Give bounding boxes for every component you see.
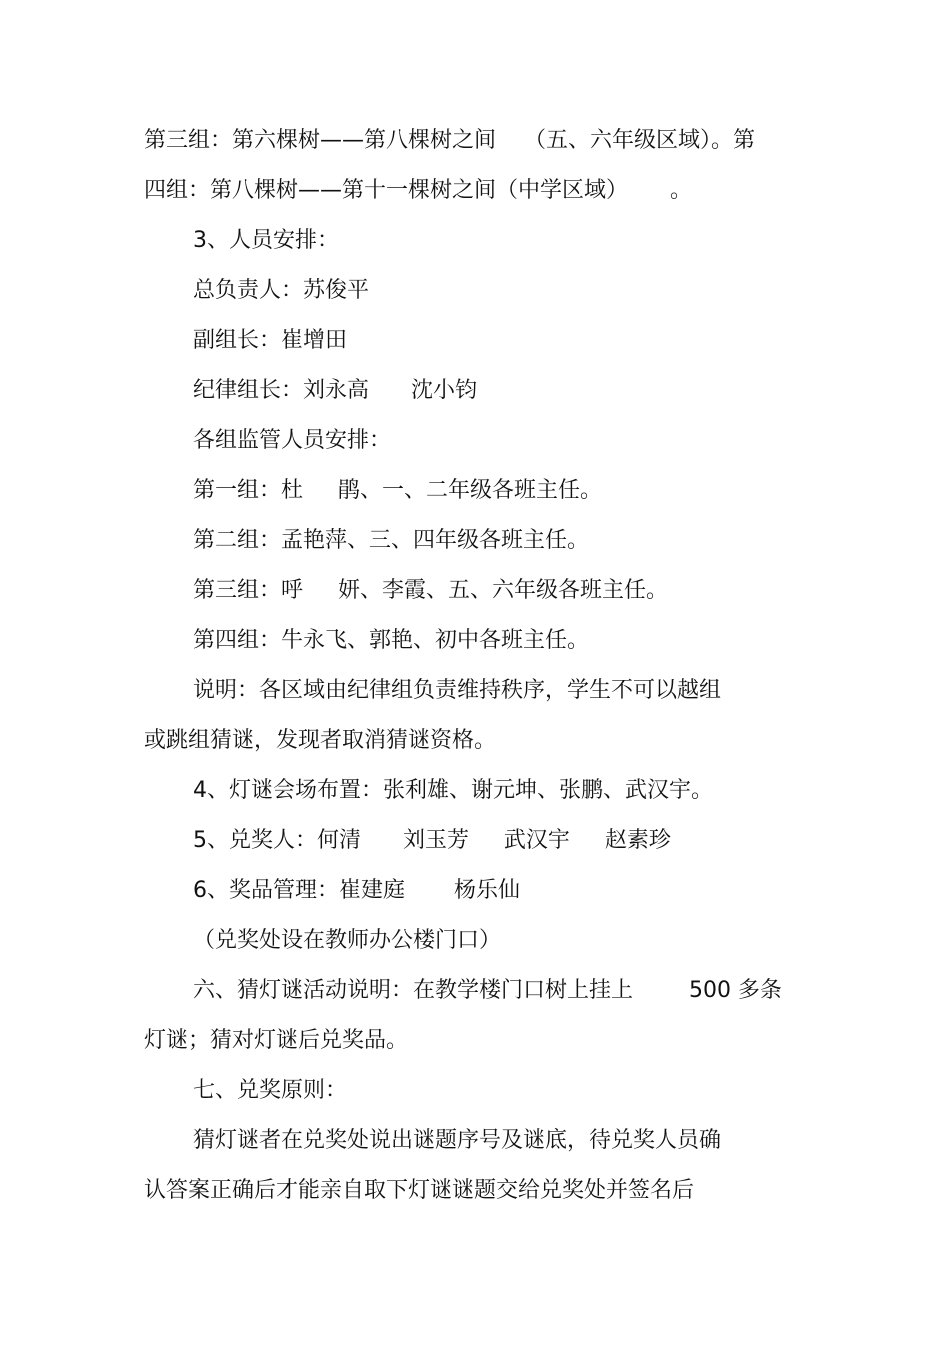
text-line: 说明：各区域由纪律组负责维持秩序，学生不可以越组 — [193, 678, 722, 703]
text-line: 各组监管人员安排： — [193, 428, 392, 453]
text-line: 6、奖品管理：崔建庭 杨乐仙 — [193, 878, 520, 903]
text-line: 4、灯谜会场布置：张利雄、谢元坤、张鹏、武汉宇。 — [193, 778, 713, 803]
text-line: 第一组：杜 鹃、一、二年级各班主任。 — [193, 478, 602, 503]
text-line: 第二组：孟艳萍、三、四年级各班主任。 — [193, 528, 590, 553]
text-line: 副组长：崔增田 — [193, 328, 348, 353]
text-line: （兑奖处设在教师办公楼门口） — [193, 928, 502, 953]
text-line: 猜灯谜者在兑奖处说出谜题序号及谜底，待兑奖人员确 — [193, 1128, 722, 1153]
text-line: 纪律组长：刘永高 沈小钧 — [193, 378, 477, 403]
text-line: 七、兑奖原则： — [193, 1078, 348, 1103]
text-line: 四组：第八棵树——第十一棵树之间（中学区域） 。 — [144, 178, 692, 203]
text-line: 3、人员安排： — [193, 228, 339, 253]
text-line: 总负责人：苏俊平 — [193, 278, 370, 303]
text-line: 六、猜灯谜活动说明：在教学楼门口树上挂上 500 多条 — [193, 978, 782, 1003]
text-line: 灯谜；猜对灯谜后兑奖品。 — [144, 1028, 409, 1053]
text-line: 第三组：第六棵树——第八棵树之间 （五、六年级区域）。第 — [144, 128, 755, 153]
text-line: 第四组：牛永飞、郭艳、初中各班主任。 — [193, 628, 590, 653]
text-line: 第三组：呼 妍、李霞、五、六年级各班主任。 — [193, 578, 668, 603]
text-line: 或跳组猜谜，发现者取消猜谜资格。 — [144, 728, 497, 753]
text-line: 认答案正确后才能亲自取下灯谜谜题交给兑奖处并签名后 — [144, 1178, 695, 1203]
text-line: 5、兑奖人：何清 刘玉芳 武汉宇 赵素珍 — [193, 828, 671, 853]
